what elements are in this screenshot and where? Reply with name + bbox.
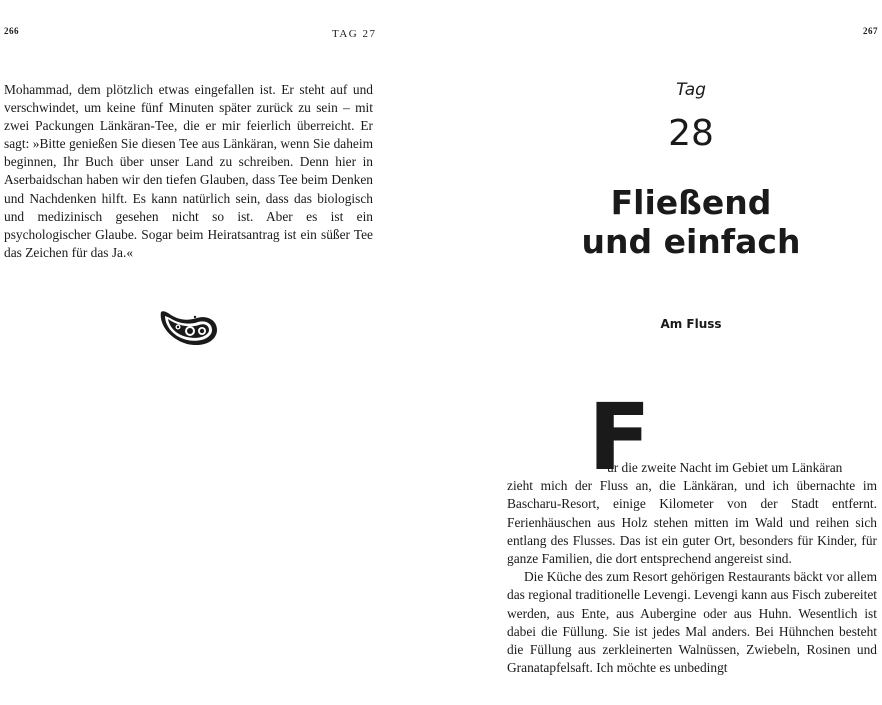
chapter-title-line-1: Fließend — [610, 183, 772, 222]
chapter-subtitle: Am Fluss — [660, 317, 722, 331]
chapter-number: 28 — [668, 113, 714, 154]
paisley-ornament-icon — [157, 306, 219, 348]
right-page-text — [507, 459, 877, 677]
right-paragraph-1: zieht mich der Fluss an, die Länkäran, und ich übernachte im Bascharu-Resort, einige Kilometer von der Stadt entfernt. Ferienhäuschen aus Holz stehen mitten im Wald und reihen sich entlang des Flusses. Das ist ein guter Ort, besonders für Kinder, für ganze Familien, die dort entsprechend angereist sind. — [507, 478, 877, 567]
right-page-number: 267 — [863, 26, 878, 36]
chapter-title — [500, 183, 882, 261]
left-page-number: 266 — [4, 26, 19, 36]
left-paragraph: Mohammad, dem plötzlich etwas eingefallen ist. Er steht auf und verschwindet, um keine fünf Minuten später zurück zu sein – mit zwei Packungen Länkäran-Tee, die er mir feierlich überreicht. Er sagt: »Bitte genießen Sie diesen Tee aus Länkäran, wenn Sie daheim beginnen, Ihr Buch über unser Land zu schreiben. Denn hier in Aserbaidschan haben wir den tiefen Glauben, dass Tee beim Denken und Nachdenken hilft. Es kann natürlich sein, dass das biologisch und medizinisch gesehen nicht so ist. Aber es ist ein psychologischer Glaube. Sogar beim Heiratsantrag ist ein süßer Tee das Zeichen für das Ja.« — [4, 82, 373, 260]
drop-cap: F — [588, 384, 651, 491]
running-head: TAG 27 — [332, 28, 377, 40]
chapter-title-line-2: und einfach — [581, 222, 801, 261]
chapter-label: Tag — [676, 80, 706, 100]
left-page-text — [4, 81, 373, 262]
right-paragraph-2: Die Küche des zum Resort gehörigen Restaurants bäckt vor allem das regional traditionelle Levengi. Levengi kann aus Fisch zubereitet werden, aus Ente, aus Aubergine oder aus Huhn. Wesentlich ist dabei die Füllung. Sie ist jedes Mal anders. Bei Hühnchen besteht die Füllung aus zerkleinerten Walnüssen, Zwiebeln, Rosinen und Granatapfelsaft. Ich möchte es unbedingt — [507, 569, 877, 676]
first-line-text: ür die zweite Nacht im Gebiet um Länkäran — [607, 460, 843, 475]
